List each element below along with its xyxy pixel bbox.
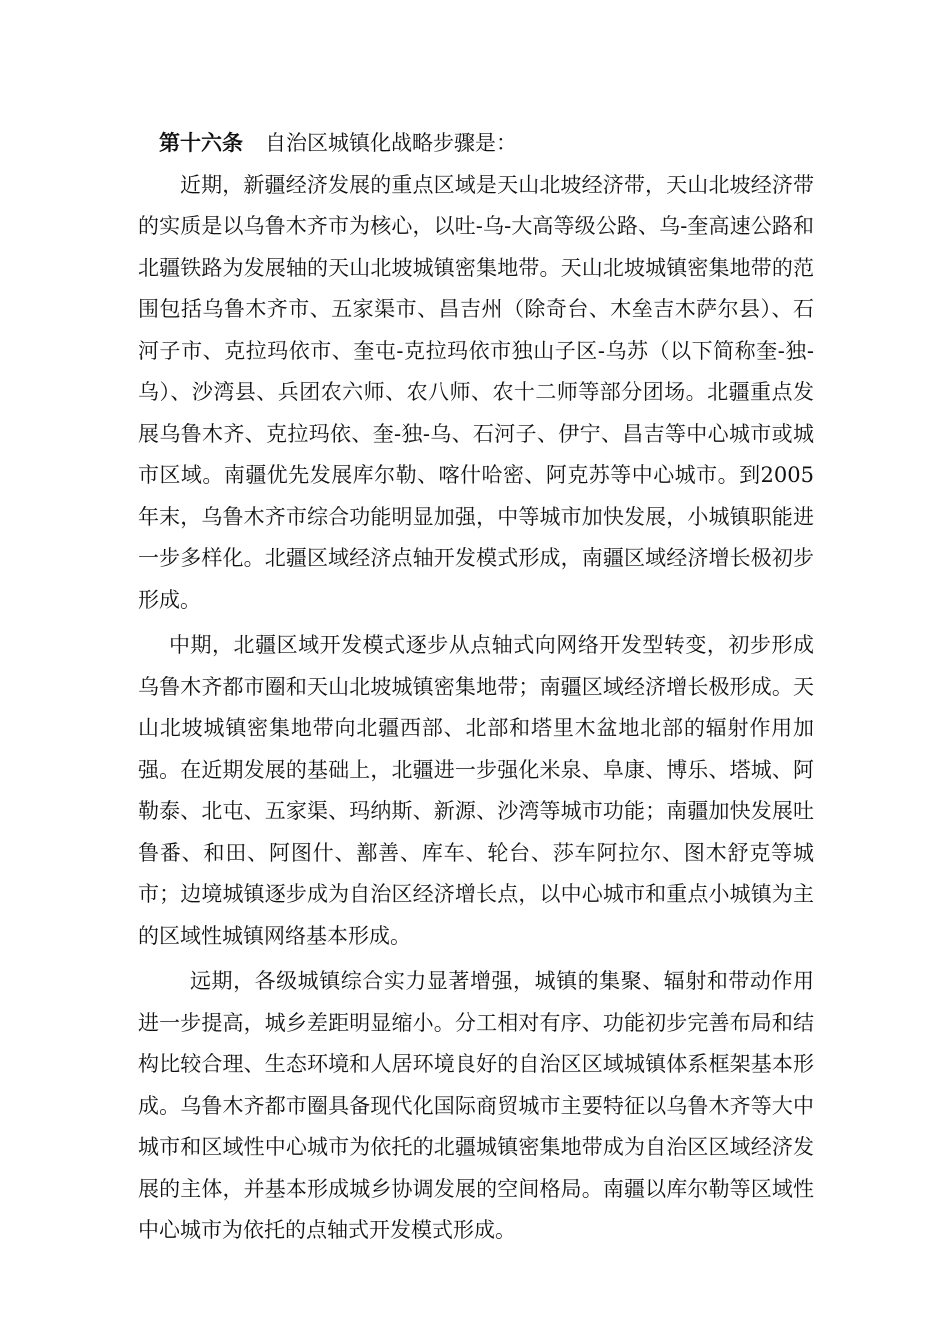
- article-heading-text: 自治区城镇化战略步骤是：: [265, 131, 517, 155]
- article-heading: [138, 122, 814, 165]
- article-body: [138, 122, 814, 1252]
- paragraph-long-term: 远期，各级城镇综合实力显著增强，城镇的集聚、辐射和带动作用进一步提高，城乡差距明显缩小。分工相对有序、功能初步完善布局和结构比较合理、生态环境和人居环境良好的自治区区域城镇体系框架基本形成。乌鲁木齐都市圈具备现代化国际商贸城市主要特征以乌鲁木齐等大中城市和区域性中心城市为依托的北疆城镇密集地带成为自治区区域经济发展的主体，并基本形成城乡协调发展的空间格局。南疆以库尔勒等区域性中心城市为依托的点轴式开发模式形成。: [138, 969, 814, 1242]
- paragraph-near-term: 近期，新疆经济发展的重点区域是天山北坡经济带，天山北坡经济带的实质是以乌鲁木齐市为核心，以吐-乌-大高等级公路、乌-奎高速公路和北疆铁路为发展轴的天山北坡城镇密集地带。天山北坡城镇密集地带的范围包括乌鲁木齐市、五家渠市、昌吉州（除奇台、木垒吉木萨尔县）、石河子市、克拉玛依市、奎屯-克拉玛依市独山子区-乌苏（以下简称奎-独-乌）、沙湾县、兵团农六师、农八师、农十二师等部分团场。北疆重点发展乌鲁木齐、克拉玛依、奎-独-乌、石河子、伊宁、昌吉等中心城市或城市区域。南疆优先发展库尔勒、喀什哈密、阿克苏等中心城市。到2005年末，乌鲁木齐市综合功能明显加强，中等城市加快发展，小城镇职能进一步多样化。北疆区域经济点轴开发模式形成，南疆区域经济增长极初步形成。: [138, 172, 814, 612]
- article-label: 第十六条: [159, 130, 243, 155]
- paragraph-mid-term: 中期，北疆区域开发模式逐步从点轴式向网络开发型转变，初步形成乌鲁木齐都市圈和天山北坡城镇密集地带；南疆区域经济增长极形成。天山北坡城镇密集地带向北疆西部、北部和塔里木盆地北部的辐射作用加强。在近期发展的基础上，北疆进一步强化米泉、阜康、博乐、塔城、阿勒泰、北屯、五家渠、玛纳斯、新源、沙湾等城市功能；南疆加快发展吐鲁番、和田、阿图什、鄯善、库车、轮台、莎车阿拉尔、图木舒克等城市；边境城镇逐步成为自治区经济增长点，以中心城市和重点小城镇为主的区域性城镇网络基本形成。: [138, 633, 814, 948]
